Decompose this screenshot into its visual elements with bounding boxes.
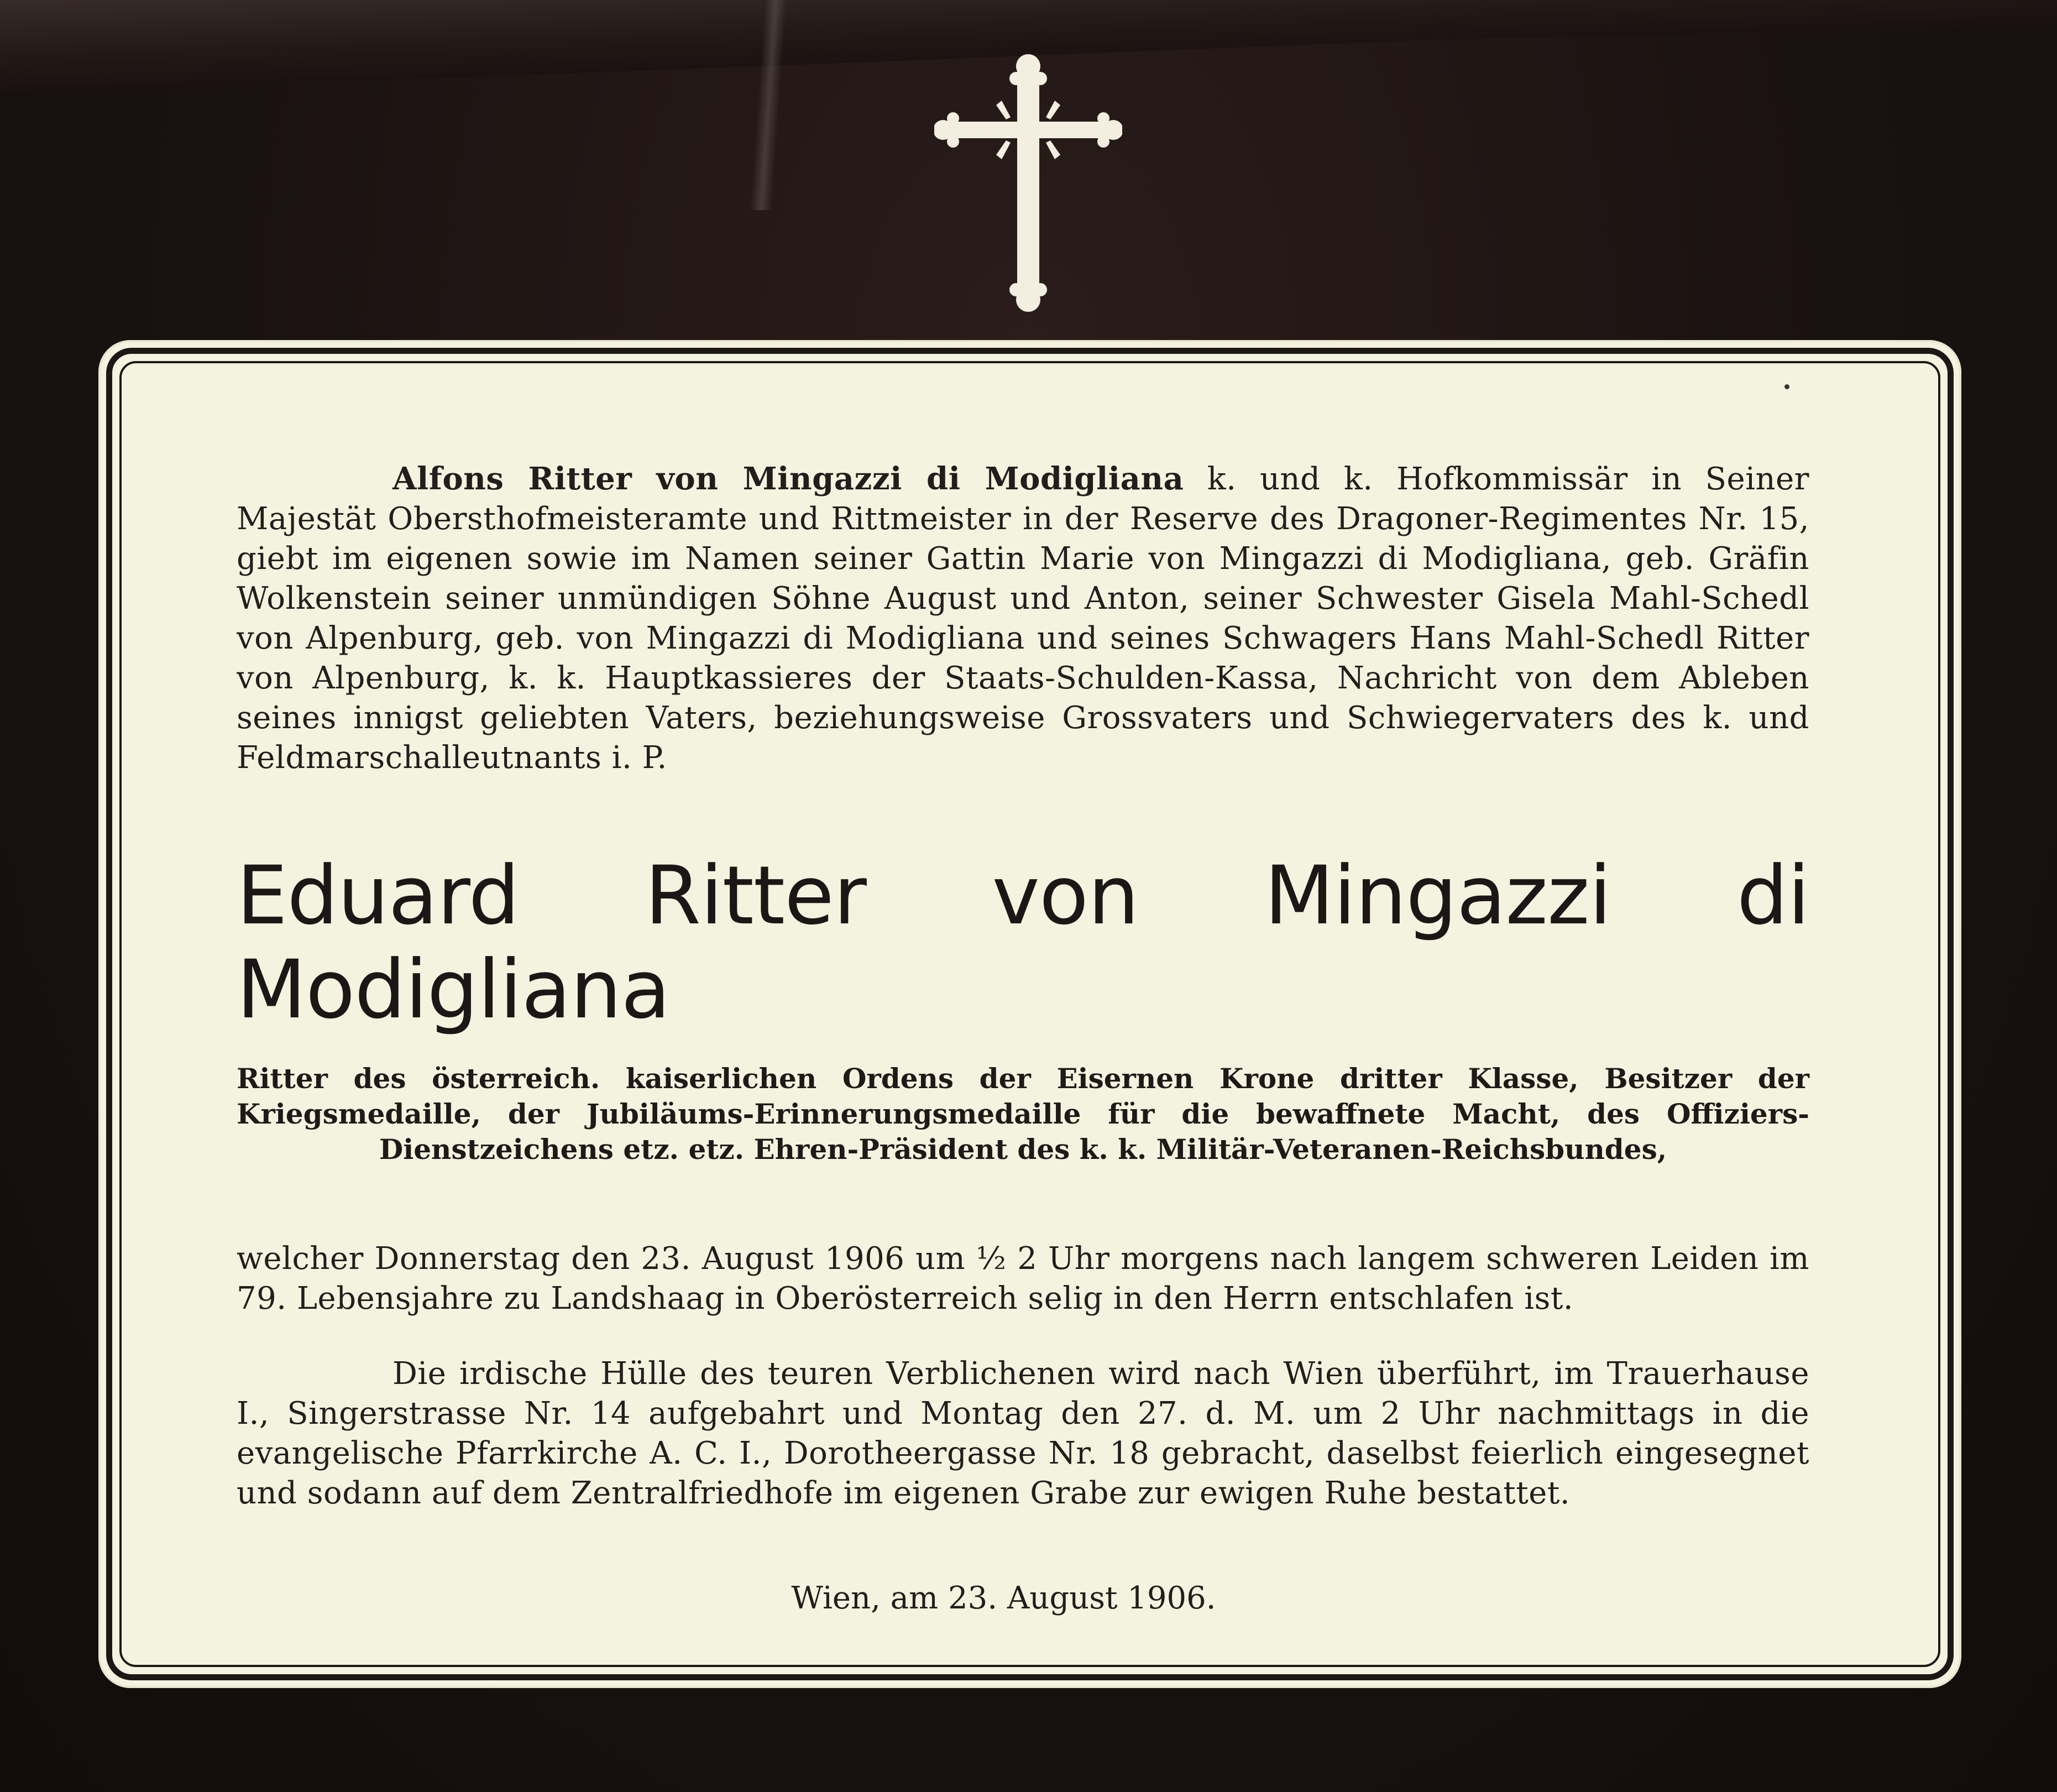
place-and-date: Wien, am 23. August 1906. bbox=[791, 1580, 1216, 1616]
deceased-name: Eduard Ritter von Mingazzi di Modigliana bbox=[237, 849, 1809, 1037]
funeral-paragraph: Die irdische Hülle des teuren Verblichenen wird nach Wien überführt, im Trauerhause I., Singerstrasse Nr. 14 aufgebahrt und Montag den 27. d. M. um 2 Uhr nachmittags in die evangelische Pfarrkirche A. C. I., Dorotheergasse Nr. 18 gebracht, daselbst feierlich eingesegnet und sodann auf dem Zentralfriedhofe im eigenen Grabe zur ewigen Ruhe bestattet. bbox=[237, 1356, 1809, 1511]
honors-line: Dienstzeichens etz. etz. Ehren-Präsident des k. k. Militär-Veteranen-Reichsbundes, bbox=[379, 1133, 1667, 1166]
notice-content bbox=[237, 459, 1809, 1618]
intro-paragraph bbox=[237, 459, 1809, 778]
death-paragraph: welcher Donnerstag den 23. August 1906 um ½ 2 Uhr morgens nach langem schweren Leiden im 79. Lebensjahre zu Landshaag in Oberösterreich selig in den Herrn entschlafen ist. bbox=[237, 1241, 1809, 1316]
cross-icon bbox=[934, 50, 1122, 315]
notice-card bbox=[98, 340, 1961, 1688]
paper-speck bbox=[1784, 384, 1789, 389]
honors-line: Ritter des österreich. kaiserlichen Ordens der Eisernen Krone dritter Klasse, Besitzer der bbox=[237, 1062, 1809, 1095]
honors-block bbox=[237, 1061, 1809, 1167]
intro-text: k. und k. Hofkommissär in Seiner Majestät Obersthofmeisteramte und Rittmeister in der Reserve des Dragoner-Regimentes Nr. 15, giebt im eigenen sowie im Namen seiner Gattin Marie von Mingazzi di Modigliana, geb. Gräfin Wolkenstein seiner unmündigen Söhne August und Anton, seiner Schwester Gisela Mahl-Schedl von Alpenburg, geb. von Mingazzi di Modigliana und seines Schwagers Hans Mahl-Schedl Ritter von Alpenburg, k. k. Hauptkassieres der Staats-Schulden-Kassa, Nachricht von dem Ableben seines innigst geliebten Vaters, beziehungsweise Grossvaters und Schwiegervaters des k. und Feldmarschalleutnants i. P. bbox=[237, 461, 1809, 776]
honors-line: Kriegsmedaille, der Jubiläums-Erinnerungsmedaille für die bewaffnete Macht, des Offiziers- bbox=[237, 1098, 1809, 1130]
announcer-name: Alfons Ritter von Mingazzi di Modigliana bbox=[392, 461, 1184, 497]
